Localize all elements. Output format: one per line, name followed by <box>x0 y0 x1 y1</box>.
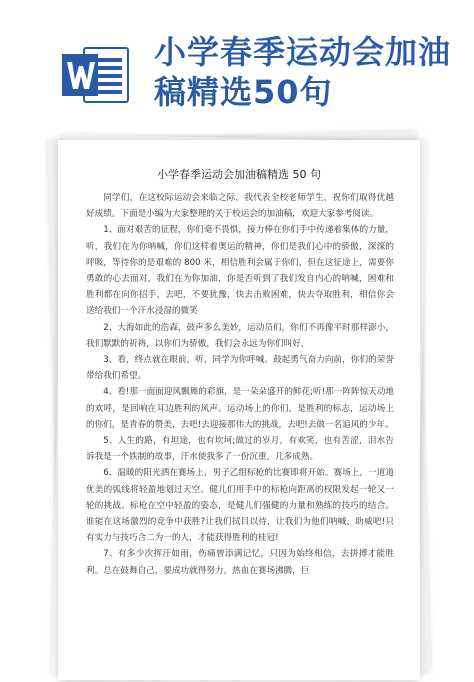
paragraph-5: 5、人生的路，有坦途，也有坎坷;做过的岁月，有欢笑，也有苦涩，泪水告诉我是一个铁制的故事，汗水使我多了一份沉重，几多成熟。 <box>86 436 394 463</box>
document-page <box>58 140 420 680</box>
document-title: 小学春季运动会加油稿精选 50 句 <box>157 168 321 181</box>
paragraph-3: 3、看，终点就在眼前，听，同学为你呼喊。鼓起勇气奋力向前，你们的荣誉带给我们希望。 <box>86 355 394 382</box>
document-body <box>86 190 394 579</box>
paragraph-intro: 同学们，在这校际运动会来临之际，我代表全校老师学生，祝你们取得优越好成绩。下面是小编为大家整理的关于校运会的加油稿，欢迎大家参考阅读。 <box>86 193 394 220</box>
paragraph-7: 7、有多少次挥汗如雨，伤痛曾添满记忆，只因为始终相信，去拼搏才能胜利。总在鼓舞自己，要成功就得努力。热血在赛场沸腾，巨 <box>86 549 394 576</box>
paragraph-1: 1、面对艰苦的征程，你们毫不畏惧，接力棒在你们手中传递着集体的力量，听，我们在为你呐喊，你们这样着奥运的精神，你们是我们心中的骄傲，深深的呼吸，等待你的是艰难的 800 米，相信胜利会属于你们，但在这征途上，需要你勇敢的心去面对，我们在为你加油，你是否听到了我们发自内心的呐喊，困难和胜利都在向你招手，去吧，不要犹豫，快去击败困难，快去夺取胜利，相信你会送给我们一个汗水浸湿的微笑 <box>86 225 394 317</box>
paragraph-2: 2、大海如此的浩森，鼓声多么美妙，运动员们，你们不再像平时那样澎小，我们默默的祈祷，以你们为骄傲，我们会永远为你们叫好， <box>86 322 394 349</box>
banner <box>0 0 474 140</box>
paragraph-6: 6、温暖的阳光洒在赛场上，男子乙组标枪的比赛即将开始。赛场上，一道道优美的弧线将轻盈地划过天空。健儿们用手中的标枪向距离的权限发起一轮又一轮的挑战。标枪在空中轻盈的姿态，是健儿们强健的力量和熟练的技巧的结合。谁能在这场激烈的竞争中获胜?让我们拭目以待，让我们为他们呐喊，助威吧!只有实力与技巧合二为一的人，才能获得胜利的桂冠! <box>86 468 394 544</box>
word-document-icon <box>62 44 130 106</box>
banner-title: 小学春季运动会加油稿精选50句 <box>154 33 452 111</box>
paragraph-4: 4、看!那一面面迎风飘舞的彩旗，是一朵朵盛开的鲜花;听!那一阵阵惊天动地的欢呼，是回响在耳边胜利的风声。运动场上的你们，是胜利的标志，运动场上的你们，是青春的赞美，去吧!去迎接那伟大的挑战，去吧!去做一名追风的少年。 <box>86 387 394 430</box>
